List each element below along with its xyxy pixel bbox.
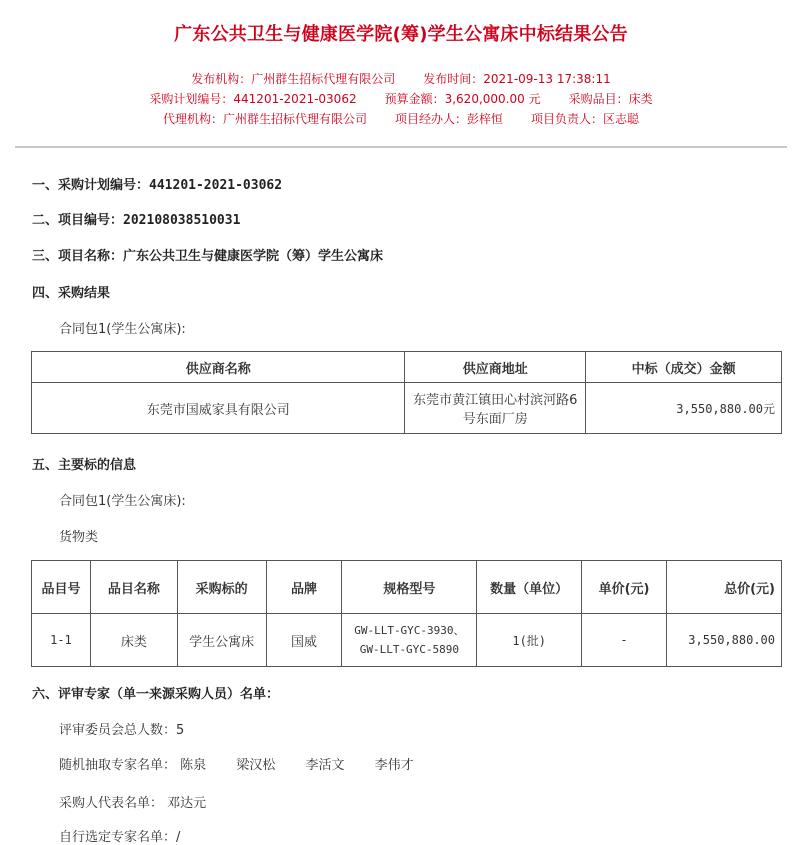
meta-row-1 bbox=[0, 70, 802, 87]
plan-number-value: 441201-2021-03062 bbox=[149, 178, 283, 193]
unit-price: - bbox=[582, 614, 667, 667]
purchase-target: 学生公寓床 bbox=[177, 614, 266, 667]
meta-row-3 bbox=[0, 110, 802, 127]
subject-type: 货物类 bbox=[59, 530, 99, 545]
column-header: 数量（单位） bbox=[477, 561, 582, 614]
purchaser-representative: 采购人代表名单： 邓达元 bbox=[59, 796, 207, 811]
column-header: 品牌 bbox=[266, 561, 342, 614]
section-label: 一、采购计划编号： bbox=[32, 178, 150, 193]
table-row bbox=[32, 383, 782, 434]
spec-line: GW-LLT-GYC-3930、 bbox=[354, 624, 465, 637]
section-purchase-result: 四、采购结果 bbox=[32, 286, 111, 301]
item-number: 1-1 bbox=[32, 614, 91, 667]
column-header: 中标（成交）金额 bbox=[586, 352, 782, 383]
publish-time: 发布时间：2021-09-13 17:38:11 bbox=[423, 72, 611, 86]
self-selected-experts: 自行选定专家名单：/ bbox=[59, 830, 181, 845]
expert-name: 梁汉松 bbox=[236, 758, 276, 773]
table-header-row bbox=[32, 352, 782, 383]
result-table bbox=[31, 351, 782, 434]
section-project-number bbox=[32, 209, 240, 228]
table-row bbox=[32, 614, 782, 667]
column-header: 采购标的 bbox=[177, 561, 266, 614]
committee-total: 评审委员会总人数：5 bbox=[59, 723, 185, 738]
spec-line: GW-LLT-GYC-5890 bbox=[359, 643, 460, 656]
table-header-row bbox=[32, 561, 782, 614]
expert-name: 陈泉 bbox=[180, 758, 207, 773]
purchase-category: 采购品目：床类 bbox=[568, 92, 653, 106]
award-amount: 3,550,880.00元 bbox=[586, 383, 782, 434]
column-header: 供应商名称 bbox=[32, 352, 405, 383]
column-header: 品目名称 bbox=[90, 561, 177, 614]
meta-row-2 bbox=[0, 90, 802, 107]
plan-number: 采购计划编号：441201-2021-03062 bbox=[149, 92, 357, 106]
column-header: 品目号 bbox=[32, 561, 91, 614]
result-package-label: 合同包1(学生公寓床): bbox=[59, 322, 186, 337]
header-divider bbox=[15, 146, 787, 148]
section-project-name: 三、项目名称：广东公共卫生与健康医学院（筹）学生公寓床 bbox=[32, 249, 384, 264]
budget-amount: 预算金额：3,620,000.00 元 bbox=[384, 92, 541, 106]
project-number-value: 202108038510031 bbox=[123, 213, 241, 228]
column-header: 单价(元) bbox=[582, 561, 667, 614]
random-experts bbox=[59, 754, 440, 773]
section-subject-info: 五、主要标的信息 bbox=[32, 458, 137, 473]
column-header: 总价(元) bbox=[666, 561, 781, 614]
expert-name: 李活文 bbox=[305, 758, 345, 773]
random-experts-label: 随机抽取专家名单： bbox=[59, 758, 177, 773]
column-header: 规格型号 bbox=[342, 561, 477, 614]
expert-name: 李伟才 bbox=[374, 758, 414, 773]
section-experts: 六、评审专家（单一来源采购人员）名单： bbox=[32, 687, 280, 702]
project-leader: 项目负责人：区志聪 bbox=[531, 112, 640, 126]
section-plan-number bbox=[32, 174, 282, 193]
quantity: 1(批) bbox=[477, 614, 582, 667]
publisher: 发布机构：广州群生招标代理有限公司 bbox=[191, 72, 396, 86]
section-label: 二、项目编号： bbox=[32, 213, 124, 228]
subject-package-label: 合同包1(学生公寓床): bbox=[59, 494, 186, 509]
item-name: 床类 bbox=[90, 614, 177, 667]
supplier-name: 东莞市国威家具有限公司 bbox=[32, 383, 405, 434]
subject-table bbox=[31, 560, 782, 667]
spec-model bbox=[342, 614, 477, 667]
page-title: 广东公共卫生与健康医学院(筹)学生公寓床中标结果公告 bbox=[174, 24, 628, 45]
agency: 代理机构：广州群生招标代理有限公司 bbox=[162, 112, 367, 126]
total-price: 3,550,880.00 bbox=[666, 614, 781, 667]
project-manager: 项目经办人：彭梓恒 bbox=[394, 112, 503, 126]
column-header: 供应商地址 bbox=[405, 352, 586, 383]
supplier-address: 东莞市黄江镇田心村滨河路6号东面厂房 bbox=[405, 383, 586, 434]
brand: 国威 bbox=[266, 614, 342, 667]
